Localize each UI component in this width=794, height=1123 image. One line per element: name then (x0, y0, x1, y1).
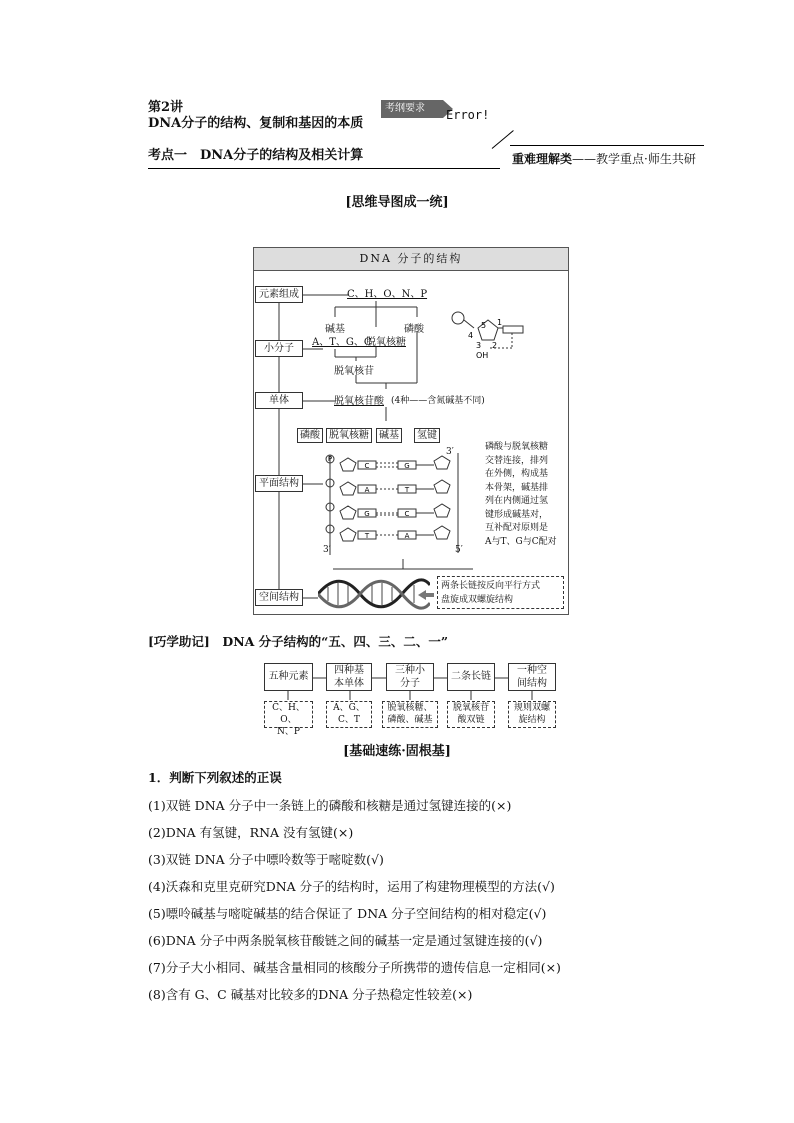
svg-text:OH: OH (476, 351, 489, 360)
phosphate-label: 磷酸 (404, 324, 424, 335)
svg-text:1: 1 (497, 318, 503, 327)
svg-text:2: 2 (492, 341, 498, 350)
question-item: (8)含有 G、C 碱基对比较多的DNA 分子热稳定性较差(×) (148, 987, 473, 1002)
left-box-plane-structure: 平面结构 (255, 475, 303, 492)
end-5-bottom: 5′ (455, 545, 463, 555)
deoxyribose-label: 脱氧核糖 (366, 337, 406, 348)
left-box-small-molecule: 小分子 (255, 340, 303, 357)
left-box-space-structure: 空间结构 (255, 589, 303, 606)
double-helix-icon (318, 577, 430, 611)
svg-text:P: P (327, 455, 333, 463)
svg-text:G: G (404, 462, 410, 470)
mnemonic-box-1: 五种元素 (264, 663, 313, 691)
svg-text:4: 4 (468, 331, 474, 340)
question-item: (7)分子大小相同、碱基含量相同的核酸分子所携带的遗传信息一定相同(×) (148, 960, 561, 975)
mnemonic-heading: [巧学助记] DNA 分子结构的“五、四、三、二、一” (148, 634, 449, 649)
mnemonic-detail-2: A、G、 C、T (326, 701, 372, 728)
topic-heading: 考点一 DNA分子的结构及相关计算 (148, 148, 364, 163)
mindmap-section-title: [思维导图成一统] (345, 195, 449, 210)
question-item: (2)DNA 有氢键，RNA 没有氢键(×) (148, 825, 354, 840)
end-3-top: 3′ (446, 447, 454, 457)
question-heading: 1．判断下列叙述的正误 (148, 770, 282, 785)
nucleotide-note: (4种——含氮碱基不同) (391, 396, 485, 406)
svg-text:T: T (404, 486, 410, 494)
mnemonic-detail-5: 规则双螺 旋结构 (508, 701, 556, 728)
syllabus-tag: 考纲要求 (381, 100, 443, 118)
nucleotide-ring-icon (450, 306, 530, 362)
nucleoside-label: 脱氧核苷 (334, 366, 374, 377)
category-label: 重难理解类——教学重点·师生共研 (512, 152, 696, 166)
helix-description: 两条长链按反向平行方式 盘旋成双螺旋结构 (437, 576, 564, 609)
svg-text:3: 3 (476, 341, 482, 350)
mnemonic-detail-1: C、H、O、 N、P (264, 701, 313, 728)
legend-phosphate: 磷酸 (297, 428, 323, 443)
svg-text:C: C (364, 462, 370, 470)
mnemonic-box-4: 二条长链 (447, 663, 495, 691)
mnemonic-box-5: 一种空 间结构 (508, 663, 556, 691)
question-item: (3)双链 DNA 分子中嘌呤数等于嘧啶数(√) (148, 852, 384, 867)
end-3-bottom: 3′ (323, 545, 331, 555)
practice-section-title: [基础速练·固根基] (343, 744, 451, 759)
header-rule (148, 168, 500, 169)
error-text: Error! (446, 108, 490, 122)
side-description: 磷酸与脱氧核糖 交替连接，排列 在外侧，构成基 本骨架，碱基排 列在内侧通过氢 键形成碱基对， 互补配对原则是 A与T、G与C配对 (485, 442, 557, 547)
svg-text:C: C (404, 510, 410, 518)
lesson-number: 第2讲 (148, 100, 184, 115)
base-label: 碱基 (325, 324, 345, 335)
mnemonic-box-2: 四种基 本单体 (326, 663, 372, 691)
svg-text:A: A (404, 532, 410, 540)
dna-ladder (318, 445, 468, 565)
mnemonic-box-3: 三种小 分子 (386, 663, 434, 691)
diagram-title: DNA 分子的结构 (253, 247, 569, 271)
svg-text:G: G (364, 510, 370, 518)
left-box-monomer: 单体 (255, 392, 303, 409)
svg-text:A: A (364, 486, 370, 494)
mnemonic-connectors (264, 676, 560, 702)
svg-text:T: T (364, 532, 370, 540)
header-rule-slant (492, 130, 514, 149)
elements-text: C、H、O、N、P (347, 289, 428, 300)
question-item: (4)沃森和克里克研究DNA 分子的结构时，运用了构建物理模型的方法(√) (148, 879, 555, 894)
mnemonic-detail-3: 脱氧核糖、 磷酸、碱基 (382, 701, 438, 728)
arrow-left-icon (418, 590, 434, 600)
question-item: (1)双链 DNA 分子中一条链上的磷酸和核糖是通过氢键连接的(×) (148, 798, 512, 813)
legend-deoxyribose: 脱氧核糖 (326, 428, 372, 443)
bases-text: A、T、G、C (312, 337, 372, 348)
lesson-title: DNA分子的结构、复制和基因的本质 (148, 116, 364, 131)
left-box-elements: 元素组成 (255, 286, 303, 303)
mnemonic-detail-4: 脱氧核苷 酸双链 (447, 701, 495, 728)
svg-text:5: 5 (481, 321, 487, 330)
question-item: (6)DNA 分子中两条脱氧核苷酸链之间的碱基一定是通过氢键连接的(√) (148, 933, 543, 948)
legend-base: 碱基 (376, 428, 402, 443)
question-item: (5)嘌呤碱基与嘧啶碱基的结合保证了 DNA 分子空间结构的相对稳定(√) (148, 906, 547, 921)
nucleotide-label: 脱氧核苷酸 (334, 396, 384, 407)
header-rule-right (510, 145, 704, 146)
legend-hydrogen-bond: 氢键 (414, 428, 440, 443)
